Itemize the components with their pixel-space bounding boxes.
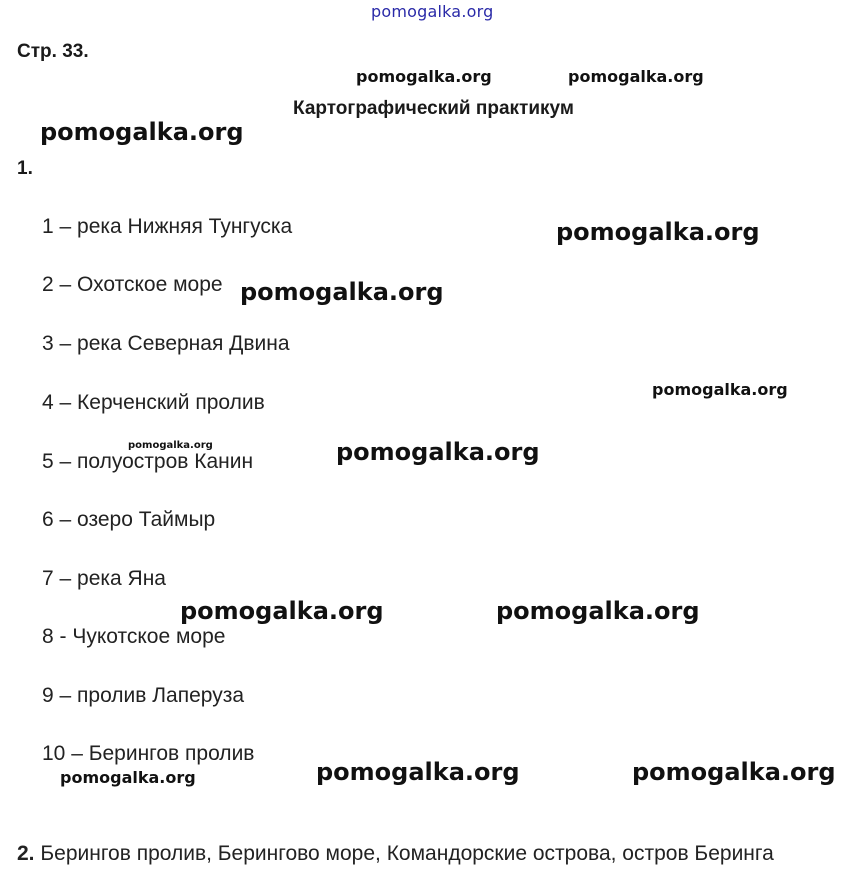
task-number-1: 1. [17, 158, 33, 179]
watermark: pomogalka.org [556, 218, 760, 246]
list-item: 9 – пролив Лаперуза [42, 684, 245, 707]
section-title: Картографический практикум [293, 98, 574, 119]
watermark: pomogalka.org [652, 380, 788, 399]
watermark: pomogalka.org [568, 67, 704, 86]
task-2-text: Берингов пролив, Берингово море, Командорские острова, остров Беринга [40, 842, 774, 865]
watermark: pomogalka.org [336, 438, 540, 466]
list-item: 6 – озеро Таймыр [42, 508, 216, 531]
list-item: 2 – Охотское море [42, 273, 223, 296]
task-number-2: 2. [17, 842, 35, 865]
watermark: pomogalka.org [128, 440, 213, 451]
list-item: 1 – река Нижняя Тунгуска [42, 215, 293, 238]
list-item: 7 – река Яна [42, 567, 166, 590]
watermark: pomogalka.org [632, 758, 836, 786]
watermark-top: pomogalka.org [371, 2, 494, 21]
list-item: 8 - Чукотское море [42, 625, 226, 648]
watermark: pomogalka.org [356, 67, 492, 86]
list-item: 10 – Берингов пролив [42, 742, 255, 765]
watermark: pomogalka.org [316, 758, 520, 786]
list-item: 4 – Керченский пролив [42, 391, 265, 414]
list-item: 5 – полуостров Канин [42, 450, 254, 473]
list-item: 3 – река Северная Двина [42, 332, 290, 355]
task-2-answer [17, 842, 774, 866]
watermark: pomogalka.org [40, 118, 244, 146]
watermark: pomogalka.org [180, 597, 384, 625]
watermark: pomogalka.org [240, 278, 444, 306]
page-number: Стр. 33. [17, 41, 89, 62]
watermark: pomogalka.org [496, 597, 700, 625]
watermark: pomogalka.org [60, 768, 196, 787]
